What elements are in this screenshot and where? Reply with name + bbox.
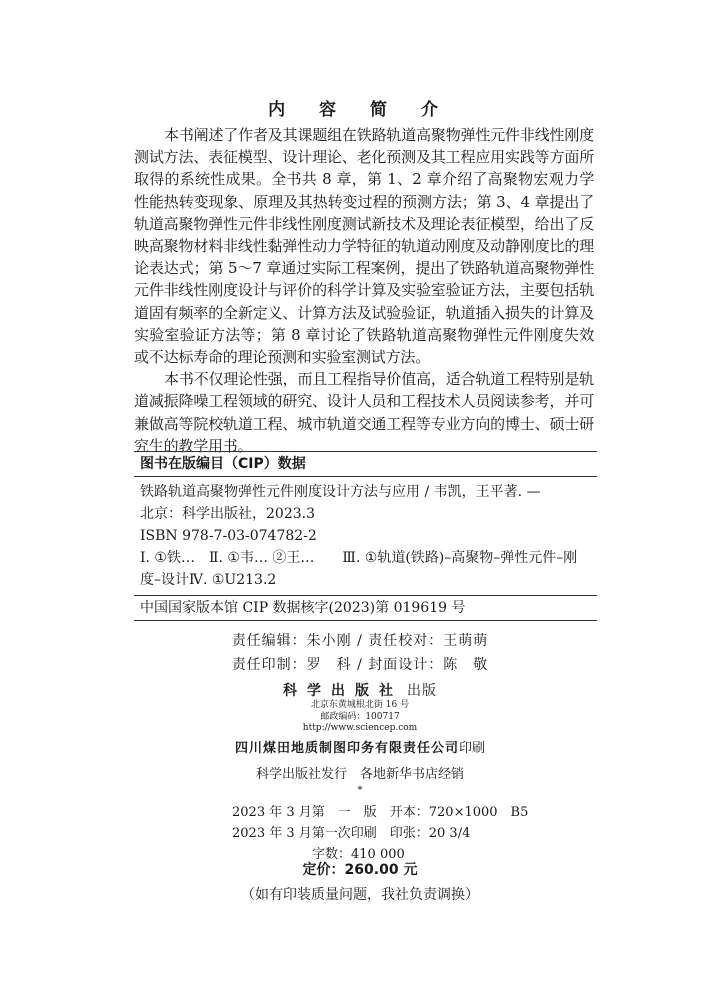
cip-block: [134, 451, 597, 621]
cip-classification: Ⅰ. ①铁… Ⅱ. ①韦… ②王… Ⅲ. ①轨道(铁路)–高聚物–弹性元件–刚度–设计Ⅳ. ①U213.2: [140, 550, 578, 588]
printer-line: [0, 737, 720, 756]
staff-credits: [0, 629, 720, 677]
cip-isbn: ISBN 978-7-03-074782-2: [140, 528, 317, 544]
page-title: 内 容 简 介: [268, 100, 452, 120]
publisher-block: [0, 680, 720, 735]
printer-suffix: 印刷: [459, 741, 486, 756]
quality-notice: （如有印装质量问题，我社负责调换）: [241, 887, 479, 903]
printing-line: 2023 年 3 月第一次印刷 印张：20 3/4: [232, 826, 471, 841]
summary-paragraph: 本书不仅理论性强，而且工程指导价值高，适合轨道工程特别是轨道减振降噪工程领域的研究、设计人员和工程技术人员阅读参考，并可兼做高等院校轨道工程、城市轨道交通工程等专业方向的博士、硕士研究生的教学用书。: [134, 370, 594, 455]
publisher-postcode: 邮政编码：100717: [320, 711, 400, 722]
summary: [134, 124, 594, 457]
cip-entry-line: 北京：科学出版社，2023.3: [140, 506, 315, 522]
price: 定价：260.00 元: [302, 862, 418, 878]
summary-paragraph: 本书阐述了作者及其课题组在铁路轨道高聚物弹性元件非线性刚度测试方法、表征模型、设计理论、老化预测及其工程应用实践等方面所取得的系统性成果。全书共 8 章，第 1、2 章介绍了高聚物宏观力学性能热转变现象、原理及其热转变过程的预测方法；第 3、4 章提出了轨道高聚物弹性元件非线性刚度测试新技术及理论表征模型，给出了反映高聚物材料非线性黏弹性动力学特征的轨道动刚度及动静刚度比的理论表达式；第 5～7 章通过实际工程案例，提出了铁路轨道高聚物弹性元件非线性刚度设计与评价的科学计算及实验室验证方法，主要包括轨道固有频率的全新定义、计算方法及试验验证，轨道插入损失的计算及实验室验证方法等；第 8 章讨论了铁路轨道高聚物弹性元件刚度失效或不达标寿命的理论预测和实验室测试方法。: [134, 126, 594, 367]
printer-name: 四川煤田地质制图印务有限责任公司: [234, 741, 459, 756]
staff-line: 责任编辑：朱小刚 / 责任校对：王萌萌: [231, 633, 489, 649]
publisher-website: http://www.sciencep.com: [302, 723, 418, 733]
cip-entry-line: 铁路轨道高聚物弹性元件刚度设计方法与应用 / 韦凯，王平著. —: [140, 484, 541, 500]
separator-star: *: [357, 785, 363, 796]
edition-info: [232, 802, 528, 865]
publisher-address: 北京东黄城根北街 16 号: [310, 700, 410, 710]
word-count-line: 字数：410 000: [312, 847, 405, 862]
edition-line: 2023 年 3 月第 一 版 开本：720×1000 B5: [232, 805, 529, 820]
cip-body: [134, 477, 597, 591]
publisher-suffix: 出版: [407, 683, 437, 699]
distribution-line: 科学出版社发行 各地新华书店经销: [255, 767, 464, 782]
cip-verification: 中国国家版本馆 CIP 数据核字(2023)第 019619 号: [134, 595, 597, 620]
publisher-name: 科学出版社: [283, 683, 403, 699]
staff-line: 责任印制：罗 科 / 封面设计：陈 敬: [231, 657, 489, 673]
cip-heading: 图书在版编目（CIP）数据: [134, 452, 597, 477]
